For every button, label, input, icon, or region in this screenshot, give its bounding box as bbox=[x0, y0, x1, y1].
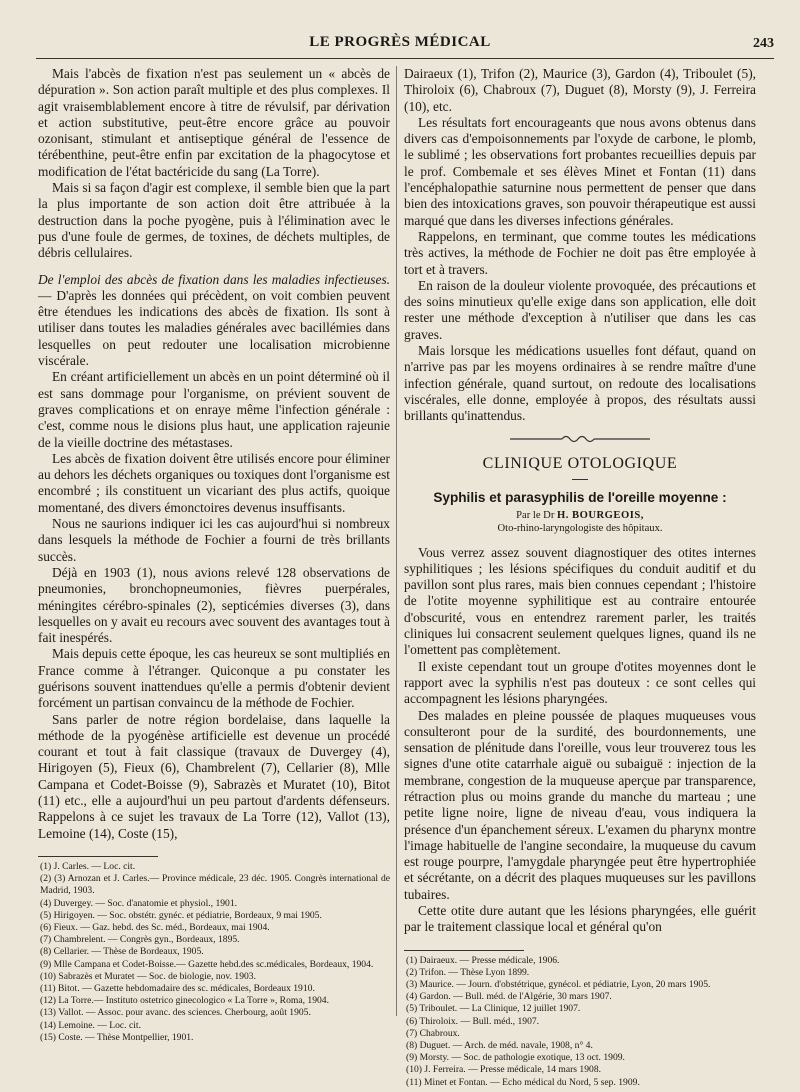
paragraph bbox=[404, 66, 756, 115]
paragraph-text: Des malades en pleine poussée de plaques muqueuses vous consulteront pour de la surdité, des bourdonnements, une sensation de plénitude dans l'oreille, vous leur trouverez tous les signes d'une otite catarrhale aiguë ou subaiguë : injection de la membrane, congestion de la muqueuse aperçue par transparence, rétraction plus ou moins grande du manche du marteau ; une petite ligne noire, ligne de niveau d'eau, vous indiquera la présence d'un épanchement séreux. L'examen du pharynx montre l'image habituelle de l'angine secondaire, la muqueuse du cavum est rouge pourpre, l'amygdale pharyngée peut être hypertrophiée et sécrétante, on a décrit des plaques muqueuses sur les pavillons tubaires. bbox=[404, 707, 756, 902]
footnote: (7) Chabroux. bbox=[406, 1027, 460, 1039]
paragraph bbox=[404, 659, 756, 708]
footnote: (8) Cellarier. — Thèse de Bordeaux, 1905. bbox=[40, 946, 204, 958]
footnote: (10) J. Ferreira. — Presse médicale, 14 mars 1908. bbox=[406, 1064, 602, 1076]
footnote: (8) Duguet. — Arch. de méd. navale, 1908, n° 4. bbox=[406, 1040, 593, 1052]
footnote: (11) Bitot. — Gazette hebdomadaire des sc. médicales, Bordeaux 1910. bbox=[40, 982, 315, 994]
paragraph bbox=[404, 343, 756, 424]
footnote: (11) Minet et Fontan. — Echo médical du Nord, 5 sep. 1909. bbox=[406, 1076, 640, 1088]
paragraph-text: En raison de la douleur violente provoquée, des précautions et des soins minutieux qu'elle exige dans son application, elle doit rester une méthode d'exception à n'utiliser que dans les cas graves. bbox=[404, 277, 756, 342]
paragraph bbox=[404, 278, 756, 343]
footnote: (4) Gardon. — Bull. méd. de l'Algérie, 30 mars 1907. bbox=[406, 991, 612, 1003]
paragraph-text: Les abcès de fixation doivent être utilisés encore pour éliminer au dehors les déchets organiques ou toxiques dont l'organisme est encombré ; ils constituent un vicariant des plus actifs, quoique momentané, des divers émonctoires devenus insuffisants. bbox=[38, 450, 390, 515]
paragraph-text: En créant artificiellement un abcès en un point déterminé où il est sans dommage pour l'organisme, on prévient souvent de graves complications et on enraye même l'infection générale : c'est, comme nous le disions plus haut, une application rajeunie de la vieille doctrine des métastases. bbox=[38, 369, 390, 450]
paragraph bbox=[404, 545, 756, 659]
paragraph-text: Mais si sa façon d'agir est complexe, il semble bien que la part la plus importante de son action doit être attribuée à la destruction dans la poche pyogène, puis à l'élimination avec le pus d'une foule de germes, de toxines, de déchets multiples, de débris cellulaires. bbox=[38, 180, 390, 261]
paragraph bbox=[404, 903, 756, 936]
paragraph bbox=[38, 712, 390, 842]
page-number: 243 bbox=[753, 36, 774, 51]
article-body bbox=[404, 545, 756, 936]
paragraph bbox=[38, 180, 390, 261]
paragraph-text: Il existe cependant tout un groupe d'otites moyennes dont le rapport avec la syphilis n'est pas douteux : ce sont celles qui accompagnent les lésions pharyngées. bbox=[404, 658, 756, 707]
footnote: (1) Dairaeux. — Presse médicale, 1906. bbox=[406, 954, 560, 966]
paragraph bbox=[38, 451, 390, 516]
footnote: (13) Vallot. — Assoc. pour avanc. des sciences. Cherbourg, août 1905. bbox=[40, 1007, 311, 1019]
paragraph-text: — D'après les données qui précèdent, on voit combien peuvent être étendues les indications des abcès de fixation. Ils sont à utiliser dans toutes les maladies générales avec bacillémies dans lesquelles on peut redouter une localisation microbienne viscérale. bbox=[38, 287, 390, 369]
paragraph-text: Dairaeux (1), Trifon (2), Maurice (3), Gardon (4), Triboulet (5), Thiroloix (6), Chabroux (7), Duguet (8), Morsty (9), J. Ferreira (10), etc. bbox=[404, 66, 756, 114]
footnote: (9) Morsty. — Soc. de pathologie exotique, 13 oct. 1909. bbox=[406, 1052, 625, 1064]
footnote-rule bbox=[404, 950, 524, 951]
footnote: (10) Sabrazès et Muratet — Soc. de biologie, nov. 1903. bbox=[40, 970, 256, 982]
paragraph bbox=[38, 565, 390, 646]
footnote: (6) Fieux. — Gaz. hebd. des Sc. méd., Bordeaux, mai 1904. bbox=[40, 921, 270, 933]
paragraph bbox=[404, 708, 756, 904]
paragraph-text: Mais l'abcès de fixation n'est pas seulement un « abcès de dépuration ». Son action paraît multiple et des plus complexes. Il agit vraisemblablement encore à titre de révulsif, par dérivation et action substitutive, peut-être encore grâce au pouvoir ozonisant, stimulant et antiseptique général de l'essence de térébenthine, peut-être enfin par excitation de la phagocytose et modification de l'état bactéricide du sang (La Torre). bbox=[38, 66, 390, 179]
right-column bbox=[404, 66, 756, 1089]
paragraph bbox=[38, 66, 390, 180]
paragraph-text: Mais lorsque les médications usuelles font défaut, quand on n'arrive pas par les moyens ordinaires à se rendre maître d'une infection générale, quand surtout, on redoute des localisations viscérales, elle donne, employée à propos, des résultats aussi brillants qu'inattendus. bbox=[404, 343, 756, 424]
byline-prefix: Par le Dr bbox=[516, 509, 555, 521]
paragraph bbox=[404, 115, 756, 229]
running-head bbox=[0, 34, 800, 54]
footnote: (3) Maurice. — Journ. d'obstétrique, gynécol. et pédiatrie, Lyon, 20 mars 1905. bbox=[406, 979, 711, 991]
left-footnotes bbox=[38, 861, 390, 1044]
footnote: (4) Duvergey. — Soc. d'anatomie et physiol., 1901. bbox=[40, 897, 238, 909]
column-divider bbox=[396, 66, 397, 1016]
article-title: Syphilis et parasyphilis de l'oreille moyenne : bbox=[433, 489, 727, 505]
paragraph-text: Cette otite dure autant que les lésions pharyngées, elle guérit par le traitement classique local et général qu'on bbox=[404, 903, 756, 935]
footnote-rule bbox=[38, 856, 158, 857]
journal-title: LE PROGRÈS MÉDICAL bbox=[309, 34, 491, 50]
title-dash bbox=[572, 479, 588, 480]
paragraph bbox=[38, 516, 390, 565]
footnote: (1) J. Carles. — Loc. cit. bbox=[40, 860, 136, 872]
paragraph-text: Mais depuis cette époque, les cas heureux se sont multipliés en France comme à l'étranger. Quiconque a pu constater les guérisons souvent inattendues qu'elle a permis d'obtenir devient forcément un partisan convaincu de la méthode de Fochier. bbox=[38, 646, 390, 711]
footnote: (2) (3) Arnozan et J. Carles.— Province médicale, 23 déc. 1905. Congrès international de Madrid, 1903. bbox=[40, 873, 390, 897]
paragraph-text: Déjà en 1903 (1), nous avions relevé 128 observations de pneumonies, bronchopneumonies, fièvres puerpérales, méningites cérébro-spinales (2), septicémies diverses (3), dans lesquelles on y avait eu recours avec souvent des avantages tout à fait inespérés. bbox=[38, 564, 390, 646]
paragraph bbox=[38, 272, 390, 370]
footnote: (6) Thiroloix. — Bull. méd., 1907. bbox=[406, 1015, 540, 1027]
section-title: CLINIQUE OTOLOGIQUE bbox=[482, 454, 678, 472]
byline-author: H. BOURGEOIS, bbox=[557, 509, 644, 521]
paragraph bbox=[404, 229, 756, 278]
footnote: (2) Trifon. — Thèse Lyon 1899. bbox=[406, 966, 530, 978]
footnote: (5) Triboulet. — La Clinique, 12 juillet 1907. bbox=[406, 1003, 581, 1015]
paragraph bbox=[38, 369, 390, 450]
section-ornament-icon bbox=[510, 433, 650, 445]
paragraph-text: Nous ne saurions indiquer ici les cas aujourd'hui si nombreux dans lesquels la méthode de Fochier a fourni de très brillants succès. bbox=[38, 516, 390, 564]
footnote: (7) Chambrelent. — Congrès gyn., Bordeaux, 1895. bbox=[40, 934, 240, 946]
footnote: (14) Lemoine. — Loc. cit. bbox=[40, 1019, 141, 1031]
byline bbox=[404, 509, 756, 522]
author-affiliation: Oto-rhino-laryngologiste des hôpitaux. bbox=[497, 522, 663, 534]
paragraph-text: Sans parler de notre région bordelaise, dans laquelle la méthode de la pyogénèse artificielle est devenue un procédé courant et tout à fait classique (travaux de Duvergey (4), Hirigoyen (5), Fieux (6), Chambrelent (7), Cellarier (8), Mlle Campana et Codet-Boisse (9), Sabrazès et Muratet (10), Bitot (11) etc., elle a aujourd'hui un peu partout d'ardents défenseurs. Rappelons à ce sujet les travaux de La Torre (12), Vallot (13), Lemoine (14), Coste (15), bbox=[38, 711, 390, 841]
right-footnotes bbox=[404, 955, 756, 1089]
header-rule bbox=[36, 58, 774, 59]
footnote: (15) Coste. — Thèse Montpellier, 1901. bbox=[40, 1031, 194, 1043]
left-body bbox=[38, 66, 390, 842]
paragraph bbox=[38, 646, 390, 711]
paragraph-text: Les résultats fort encourageants que nous avons obtenus dans divers cas d'empoisonnements par l'oxyde de carbone, le plomb, le sublimé ; les observations fort probantes recueillies depuis par le prof. Combemale et ses élèves Minet et Fontan (11) dans l'encéphalopathie saturnine nous permettent de penser que dans bien des intoxications graves, son pouvoir thérapeutique est aussi marqué que dans les diverses infections générales. bbox=[404, 114, 756, 228]
footnote: (5) Hirigoyen. — Soc. obstétr. gynéc. et pédiatrie, Bordeaux, 9 mai 1905. bbox=[40, 909, 322, 921]
footnote: (9) Mlle Campana et Codet-Boisse.— Gazette hebd.des sc.médicales, Bordeaux, 1904. bbox=[40, 958, 374, 970]
paragraph-text: Rappelons, en terminant, que comme toutes les médications très actives, la méthode de Fochier ne doit pas être employée à tort et à travers. bbox=[404, 228, 756, 277]
left-column bbox=[38, 66, 390, 1044]
right-body-continued bbox=[404, 66, 756, 425]
footnote: (12) La Torre.— Instituto ostetrico ginecologico « La Torre », Roma, 1904. bbox=[40, 995, 329, 1007]
paragraph-text: Vous verrez assez souvent diagnostiquer des otites internes syphilitiques ; les lésions spécifiques du conduit auditif et du pavillon sont plus rares, mais bien connues cependant ; l'histoire de l'otite moyenne syphilitique est au contraire entourée d'obscurité, vous en entendrez rarement parler, les traités cliniques lui consacrent seulement quelques lignes, quand ils ne l'omettent pas complètement. bbox=[404, 544, 756, 658]
paragraph-lead: De l'emploi des abcès de fixation dans les maladies infectieuses. bbox=[38, 271, 390, 287]
